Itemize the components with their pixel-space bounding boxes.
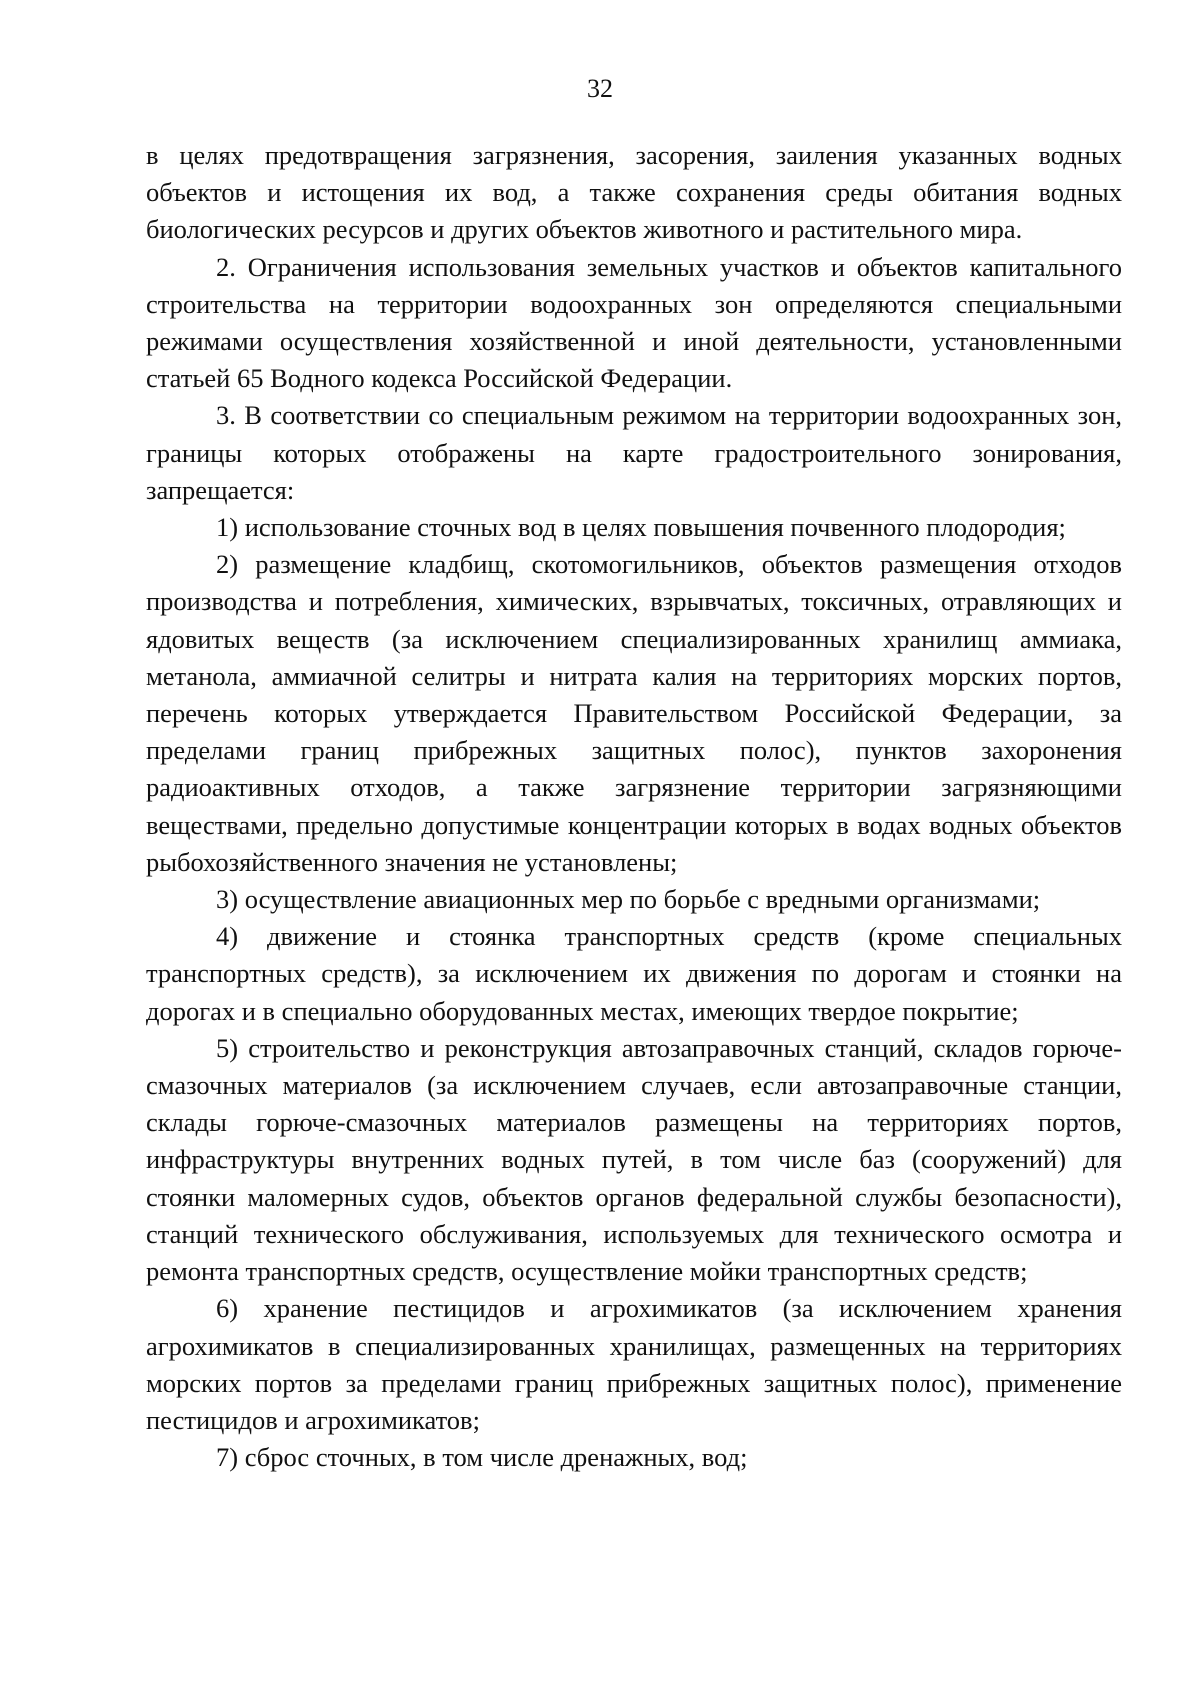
paragraph-item-3: 3. В соответствии со специальным режимом на территории водоохранных зон, границы которых отображены на карте градостроительного зонирования, запрещается:	[146, 400, 1122, 505]
paragraph-item-2: 2. Ограничения использования земельных участков и объектов капитального строительства на территории водоохранных зон определяются специальными режимами осуществления хозяйственной и иной деятельности, установленными статьей 65 Водного кодекса Российской Федерации.	[146, 251, 1122, 394]
list-item-3: 3) осуществление авиационных мер по борьбе с вредными организмами;	[216, 884, 1041, 915]
list-item-5: 5) строительство и реконструкция автозаправочных станций, складов горюче-смазочных материалов (за исключением случаев, если автозаправочные станции, склады горюче-смазочных материалов размещены на территориях портов, инфраструктуры внутренних водных путей, в том числе баз (сооружений) для стоянки маломерных судов, объектов органов федеральной службы безопасности), станций технического обслуживания, используемых для технического осмотра и ремонта транспортных средств, осуществление мойки транспортных средств;	[146, 1032, 1122, 1287]
list-item-4: 4) движение и стоянка транспортных средств (кроме специальных транспортных средств), за исключением их движения по дорогам и стоянки на дорогах и в специально оборудованных местах, имеющих твердое покрытие;	[146, 921, 1122, 1026]
list-item-6: 6) хранение пестицидов и агрохимикатов (за исключением хранения агрохимикатов в специализированных хранилищах, размещенных на территориях морских портов за пределами границ прибрежных защитных полос), применение пестицидов и агрохимикатов;	[146, 1293, 1122, 1435]
document-body	[146, 137, 1122, 1476]
list-item-7: 7) сброс сточных, в том числе дренажных, вод;	[216, 1442, 748, 1473]
paragraph-continuation: в целях предотвращения загрязнения, засорения, заиления указанных водных объектов и истощения их вод, а также сохранения среды обитания водных биологических ресурсов и других объектов животного и растительного мира.	[146, 140, 1122, 245]
list-item-1: 1) использование сточных вод в целях повышения почвенного плодородия;	[216, 512, 1066, 543]
page-number: 32	[587, 74, 613, 103]
list-item-2: 2) размещение кладбищ, скотомогильников, объектов размещения отходов производства и потребления, химических, взрывчатых, токсичных, отравляющих и ядовитых веществ (за исключением специализированных хранилищ аммиака, метанола, аммиачной селитры и нитрата калия на территориях морских портов, перечень которых утверждается Правительством Российской Федерации, за пределами границ прибрежных защитных полос), пунктов захоронения радиоактивных отходов, а также загрязнение территории загрязняющими веществами, предельно допустимые концентрации которых в водах водных объектов рыбохозяйственного значения не установлены;	[146, 549, 1122, 877]
